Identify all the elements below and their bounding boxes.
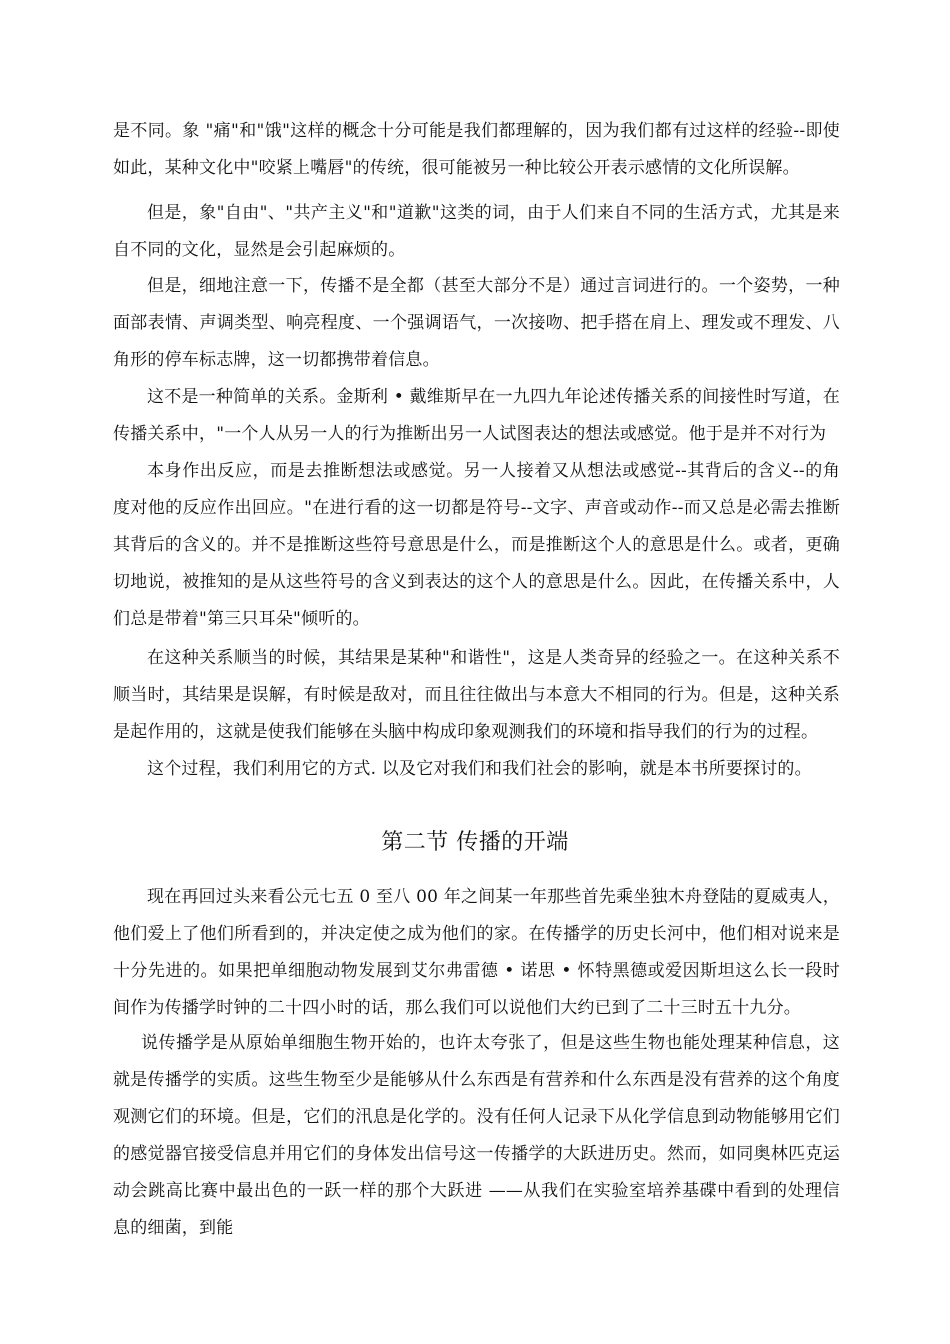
paragraph-8: 现在再回过头来看公元七五 0 至八 00 年之间某一年那些首先乘坐独木舟登陆的夏威夷人，他们爱上了他们所看到的，并决定使之成为他们的家。在传播学的历史长河中，他们相对说来是十分先进的。如果把单细胞动物发展到艾尔弗雷德 • 诺思 • 怀特黑德或爱因斯坦这么长一段时间作为传播学时钟的二十四小时的话，那么我们可以说他们大约已到了二十三时五十九分。	[113, 887, 840, 1018]
paragraph-4: 这不是一种简单的关系。金斯利 • 戴维斯早在一九四九年论述传播关系的间接性时写道，在传播关系中，"一个人从另一人的行为推断出另一人试图表达的想法或感觉。他于是并不对行为	[113, 387, 840, 444]
paragraph-9: 说传播学是从原始单细胞生物开始的，也许太夸张了，但是这些生物也能处理某种信息，这就是传播学的实质。这些生物至少是能够从什么东西是有营养和什么东西是没有营养的这个角度观测它们的环境。但是，它们的汛息是化学的。没有任何人记录下从化学信息到动物能够用它们的感觉器官接受信息并用它们的身体发出信号这一传播学的大跃进历史。然而，如同奥林匹克运动会跳高比赛中最出色的一跃一样的那个大跃进 ——从我们在实验室培养基碟中看到的处理信息的细菌，到能	[113, 1033, 840, 1238]
paragraph-2: 但是，象"自由"、"共产主义"和"道歉"这类的词，由于人们来自不同的生活方式，尤其是来自不同的文化，显然是会引起麻烦的。	[113, 203, 840, 260]
paragraph-7: 这个过程，我们利用它的方式. 以及它对我们和我们社会的影响，就是本书所要探讨的。	[147, 759, 812, 779]
paragraph-3: 但是，细地注意一下，传播不是全都（甚至大部分不是）通过言词进行的。一个姿势，一种面部表情、声调类型、响亮程度、一个强调语气，一次接吻、把手搭在肩上、理发或不理发、八角形的停车标志牌，这一切都携带着信息。	[113, 276, 840, 370]
paragraph-5: 本身作出反应，而是去推断想法或感觉。另一人接着又从想法或感觉--其背后的含义--的角度对他的反应作出回应。"在进行看的这一切都是符号--文字、声音或动作--而又总是必需去推断其背后的含义的。并不是推断这些符号意思是什么，而是推断这个人的意思是什么。或者，更确切地说，被推知的是从这些符号的含义到表达的这个人的意思是什么。因此，在传播关系中，人们总是带着"第三只耳朵"倾听的。	[113, 461, 840, 629]
paragraph-6: 在这种关系顺当的时候，其结果是某种"和谐性"，这是人类奇异的经验之一。在这种关系不顺当时，其结果是误解，有时候是敌对，而且往往做出与本意大不相同的行为。但是，这种关系是起作用的，这就是使我们能够在头脑中构成印象观测我们的环境和指导我们的行为的过程。	[113, 648, 840, 742]
section-heading: 第二节 传播的开端	[381, 830, 569, 855]
paragraph-1: 是不同。象 "痛"和"饿"这样的概念十分可能是我们都理解的，因为我们都有过这样的经验--即使如此，某种文化中"咬紧上嘴唇"的传统，很可能被另一种比较公开表示感情的文化所误解。	[113, 121, 840, 178]
